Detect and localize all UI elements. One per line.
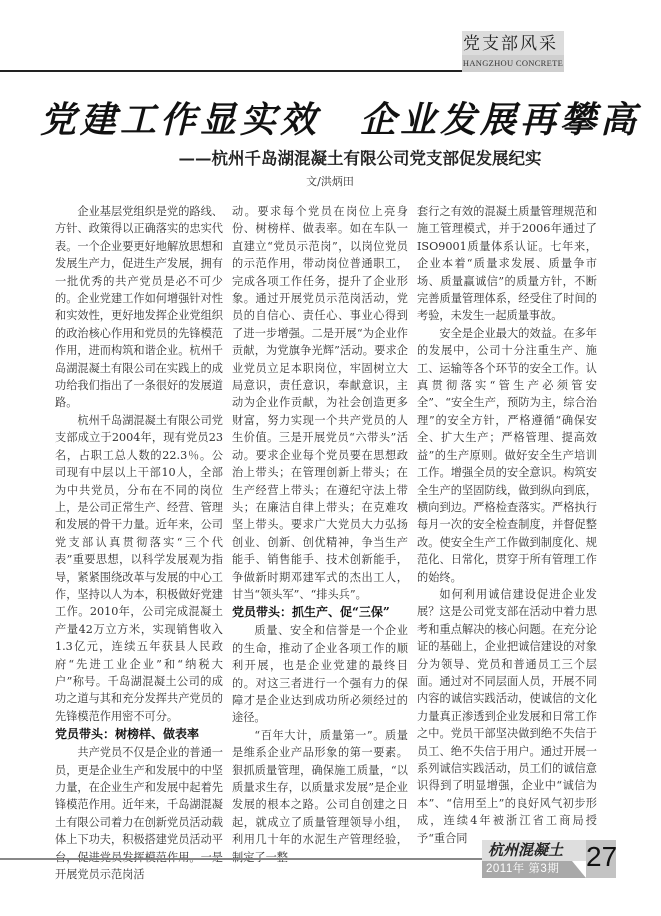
paragraph: 共产党员不仅是企业的普通一员，更是企业生产和发展中的中坚力量，在企业生产和发展中起着先锋模范作用。近年来，千岛湖混凝土有限公司着力在创新党员活动载体上下功夫，积极搭建党员活动平 开展党员示范岗活: [55, 746, 223, 882]
article-byline: 文/洪炳田: [306, 175, 354, 188]
section-name-english: HANGZHOU CONCRETE: [462, 55, 564, 72]
paragraph: 杭州千岛湖混凝土有限公司党支部成立于2004年，现有党员23名，占职工总人数的22.3％。公司现有中层以上干部10人，全部为中共党员，分布在不同的岗位上，是公司正常生产、经营、管理和发展的骨干力量。近年来，公司党支部认真贯彻落实“三个代表”重要思想，以科学发展观为指导，紧紧围绕改革与发展的中心工作，坚持以人为本，积极做好党建工作。2010年，公司完成混凝土产量42万立方米，实现销售收入1.3亿元，连续五年获县人民政府“先进工业企业”和“纳税大户”称号。千岛湖混凝土公司的成功之道与其和充分发挥共产党员的先锋模范作用密不可分。: [55, 413, 223, 723]
section-heading: 党员带头：抓生产、促“三保”: [232, 605, 390, 620]
footer-rule: [0, 858, 482, 860]
paragraph: 如何利用诚信建设促进企业发展？这是公司党支部在活动中着力思考和重点解决的核心问题。在充分论证的基础上，企业把诚信建设的对象分为领导、党员和普通员工三个层面。通过对不同层面人员，开展不同内容的诚信实践活动，使诚信的文化力量真正渗透到企业发展和日常工作之中。党员干部坚决做到绝不失信于员工、绝不失信于用户。通过开展一系列诚信实践活动，员工们的诚信意识得到了明显增强，企业中“诚信为本”、“信用至上”的良好风气初步形成，连续4年被浙江省工商局授予“重合同: [417, 587, 597, 845]
column-3: [417, 203, 597, 843]
paragraph: 套行之有效的混凝土质量管理规范和施工管理模式，并于2006年通过了ISO9001质量体系认证。七年来，企业本着“质量求发展、质量争市场、质量赢诚信”的质量方针，不断完善质量管理体系，经受住了时间的考验，未发生一起质量事故。: [417, 205, 597, 323]
section-name: 党支部风采: [463, 34, 558, 54]
paragraph: 安全是企业最大的效益。在多年的发展中，公司十分注重生产、施工、运输等各个环节的安全工作。认真贯彻落实“管生产必须管安全”、“安全生产，预防为主，综合治理”的安全方针，严格遵循“确保安全、扩大生产；严格管理、提高效益”的生产原则。做好安全生产培训工作。增强全员的安全意识。构筑安全生产的坚固防线，做到纵向到底，横向到边。严格检查落实。严格执行每月一次的安全检查制度，并督促整改。使安全生产工作做到制度化、规范化、日常化，贯穿于所有管理工作的始终。: [417, 326, 597, 584]
paragraph: 动。要求每个党员在岗位上亮身份、树榜样、做表率。如在车队一直建立“党员示范岗”，以岗位党员的示范作用，带动岗位普通职工，完成各项工作任务，提升了企业形象。通过开展党员示范岗活动，党员的自信心、责任心、事业心得到了进一步增强。二是开展“为企业作贡献，为党旗争光辉”活动。要求企业党员立足本职岗位，牢固树立大局意识，责任意识，奉献意识，主动为企业作贡献，为社会创造更多财富，努力实现一个共产党员的人生价值。三是开展党员“六带头”活动。要求企业每个党员要在思想政治上带头；在管理创新上带头；在生产经营上带头；在遵纪守法上带头；在廉洁自律上带头；在克难攻坚上带头。要求广大党员大力弘扬创业、创新、创优精神，争当生产能手、销售能手、技术创新能手，争做新时期邓建军式的杰出工人，甘当“领头军”、“排头兵”。: [232, 205, 408, 601]
footer-triangle-decoration: [572, 861, 586, 878]
magazine-name: 杭州混凝土: [482, 840, 586, 861]
article-title: 党建工作显实效 企业发展再攀高: [40, 99, 641, 141]
column-2: [232, 203, 408, 847]
paragraph: 企业基层党组织是党的路线、方针、政策得以正确落实的忠实代表。一个企业要更好地解放思想和发展生产力，促进生产发展，拥有一批优秀的共产党员是必不可少的。企业党建工作如何增强针对性和实效性，更好地发挥企业党组织的政治核心作用和党员的先锋模范作用，进而构筑和谐企业。杭州千岛湖混凝土有限公司在实践上的成功给我们指出了一条很好的发展道路。: [55, 205, 223, 410]
section-tag: [462, 31, 564, 72]
paragraph: 质量、安全和信誉是一个企业的生命，推动了企业各项工作的顺利开展，也是企业党建的最终目的。对这三者进行一个强有力的保障才是企业达到成功所必须经过的途径。: [232, 624, 408, 725]
header-rule: [0, 70, 462, 72]
column-1: [55, 203, 223, 882]
section-heading: 党员带头：树榜样、做表率: [55, 727, 200, 742]
issue-label: 2011年 第3期: [482, 861, 572, 878]
article-subtitle: ——杭州千岛湖混凝土有限公司党支部促发展纪实: [178, 149, 542, 168]
page-footer: [482, 840, 622, 878]
paragraph: “百年大计，质量第一”。质量是维系企业产品形象的第一要素。狠抓质量管理，确保施工质量，“以质量求生存，以质量求发展”是企业发展的根本之路。公司自创建之日起，就成立了质量管理领导小组，利用几十年的水泥生产管理经验，: [232, 728, 408, 847]
page-number: 27: [586, 840, 616, 878]
